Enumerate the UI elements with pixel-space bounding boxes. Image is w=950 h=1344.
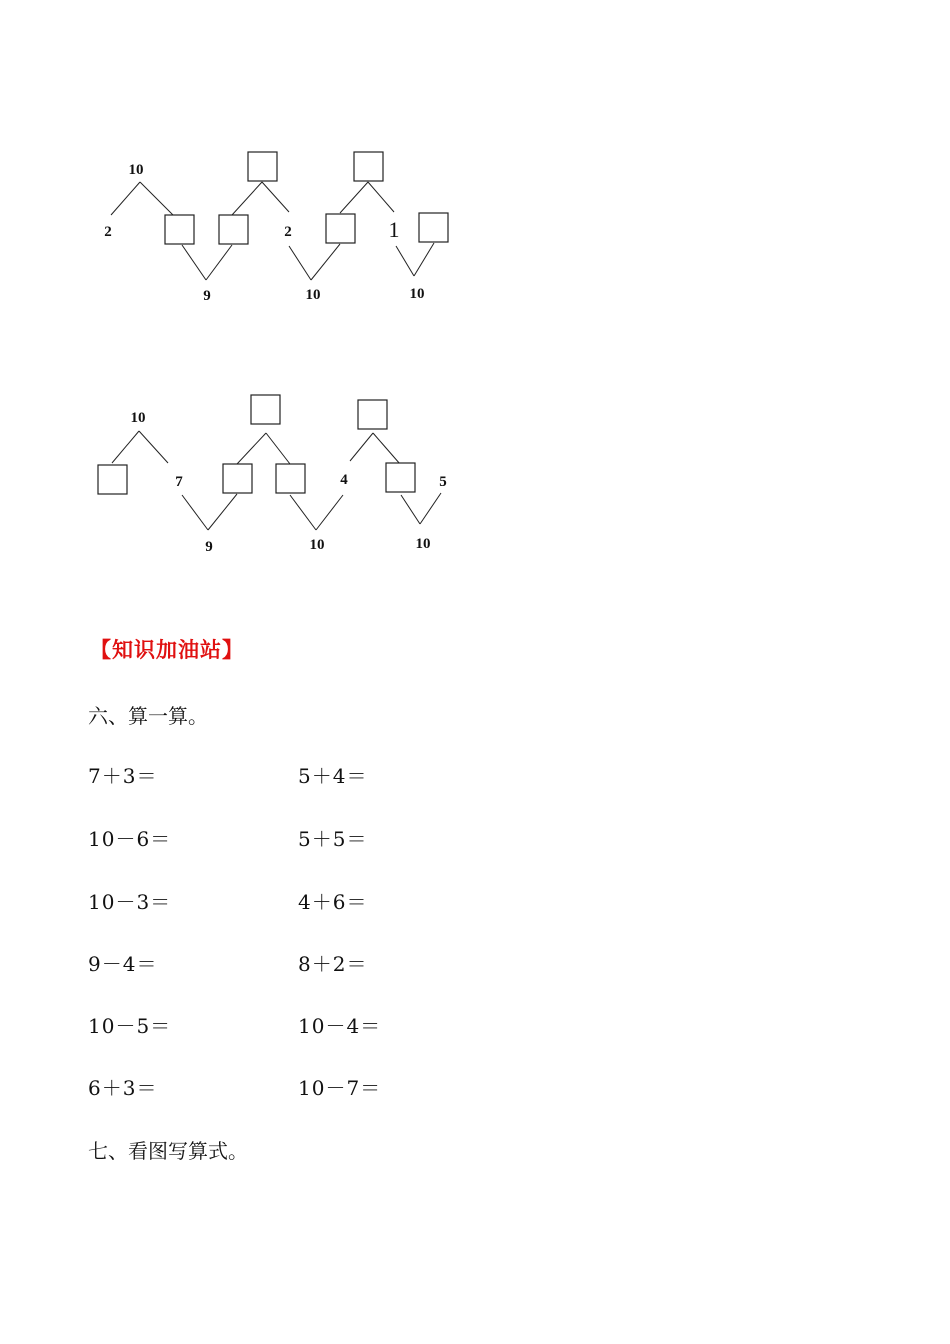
problem: 10－5＝	[88, 1014, 172, 1038]
bond-line	[316, 495, 343, 530]
bond-number: 10	[128, 162, 144, 178]
bond-number: 1	[388, 217, 400, 242]
bond-number: 10	[305, 287, 321, 303]
bond-number: 9	[205, 539, 213, 555]
bond-line	[266, 433, 290, 464]
bond-number: 10	[309, 537, 325, 553]
bond-number: 10	[130, 410, 146, 426]
problem: 8＋2＝	[298, 952, 368, 976]
bond-line	[206, 245, 232, 280]
bond-line	[262, 182, 289, 212]
bond-line	[208, 494, 237, 530]
bond-line	[112, 431, 139, 463]
answer-box[interactable]	[354, 152, 383, 181]
bond-line	[111, 182, 140, 215]
number-bond-svg	[0, 0, 950, 600]
bond-line	[182, 245, 206, 280]
diagram-1	[104, 152, 448, 304]
bond-line	[290, 495, 316, 530]
problem: 10－6＝	[88, 827, 172, 851]
bond-number: 2	[284, 224, 292, 240]
bond-line	[420, 493, 441, 524]
bond-line	[311, 244, 340, 280]
problem: 5＋4＝	[298, 764, 368, 788]
answer-box[interactable]	[358, 400, 387, 429]
bond-line	[182, 495, 208, 530]
question-7-title: 七、看图写算式。	[88, 1139, 248, 1163]
question-6-title: 六、算一算。	[88, 704, 208, 728]
answer-box[interactable]	[219, 215, 248, 244]
bond-line	[350, 433, 373, 461]
bond-line	[140, 182, 173, 215]
answer-box[interactable]	[251, 395, 280, 424]
problem: 10－7＝	[298, 1076, 382, 1100]
answer-box[interactable]	[419, 213, 448, 242]
problem: 9－4＝	[88, 952, 158, 976]
bond-number: 10	[409, 286, 425, 302]
answer-box[interactable]	[326, 214, 355, 243]
problem: 4＋6＝	[298, 890, 368, 914]
bond-line	[396, 246, 414, 276]
answer-box[interactable]	[223, 464, 252, 493]
bond-line	[340, 182, 368, 213]
answer-box[interactable]	[386, 463, 415, 492]
problem: 5＋5＝	[298, 827, 368, 851]
bond-number: 7	[175, 474, 183, 490]
problem: 7＋3＝	[88, 764, 158, 788]
bond-number: 5	[439, 474, 447, 490]
answer-box[interactable]	[98, 465, 127, 494]
bond-line	[414, 243, 434, 276]
problem: 6＋3＝	[88, 1076, 158, 1100]
problem: 10－3＝	[88, 890, 172, 914]
problem: 10－4＝	[298, 1014, 382, 1038]
bond-number: 10	[415, 536, 431, 552]
answer-box[interactable]	[276, 464, 305, 493]
bond-number: 4	[340, 472, 348, 488]
answer-box[interactable]	[165, 215, 194, 244]
answer-box[interactable]	[248, 152, 277, 181]
diagram-2	[98, 395, 447, 555]
bond-line	[237, 433, 266, 464]
bond-line	[368, 182, 394, 212]
bond-line	[232, 182, 262, 215]
number-bond-diagrams	[0, 0, 950, 600]
bond-number: 9	[203, 288, 211, 304]
section-title: 【知识加油站】	[90, 638, 244, 662]
bond-line	[373, 433, 400, 464]
bond-line	[289, 246, 311, 280]
bond-line	[139, 431, 168, 463]
bond-number: 2	[104, 224, 112, 240]
bond-line	[401, 495, 420, 524]
